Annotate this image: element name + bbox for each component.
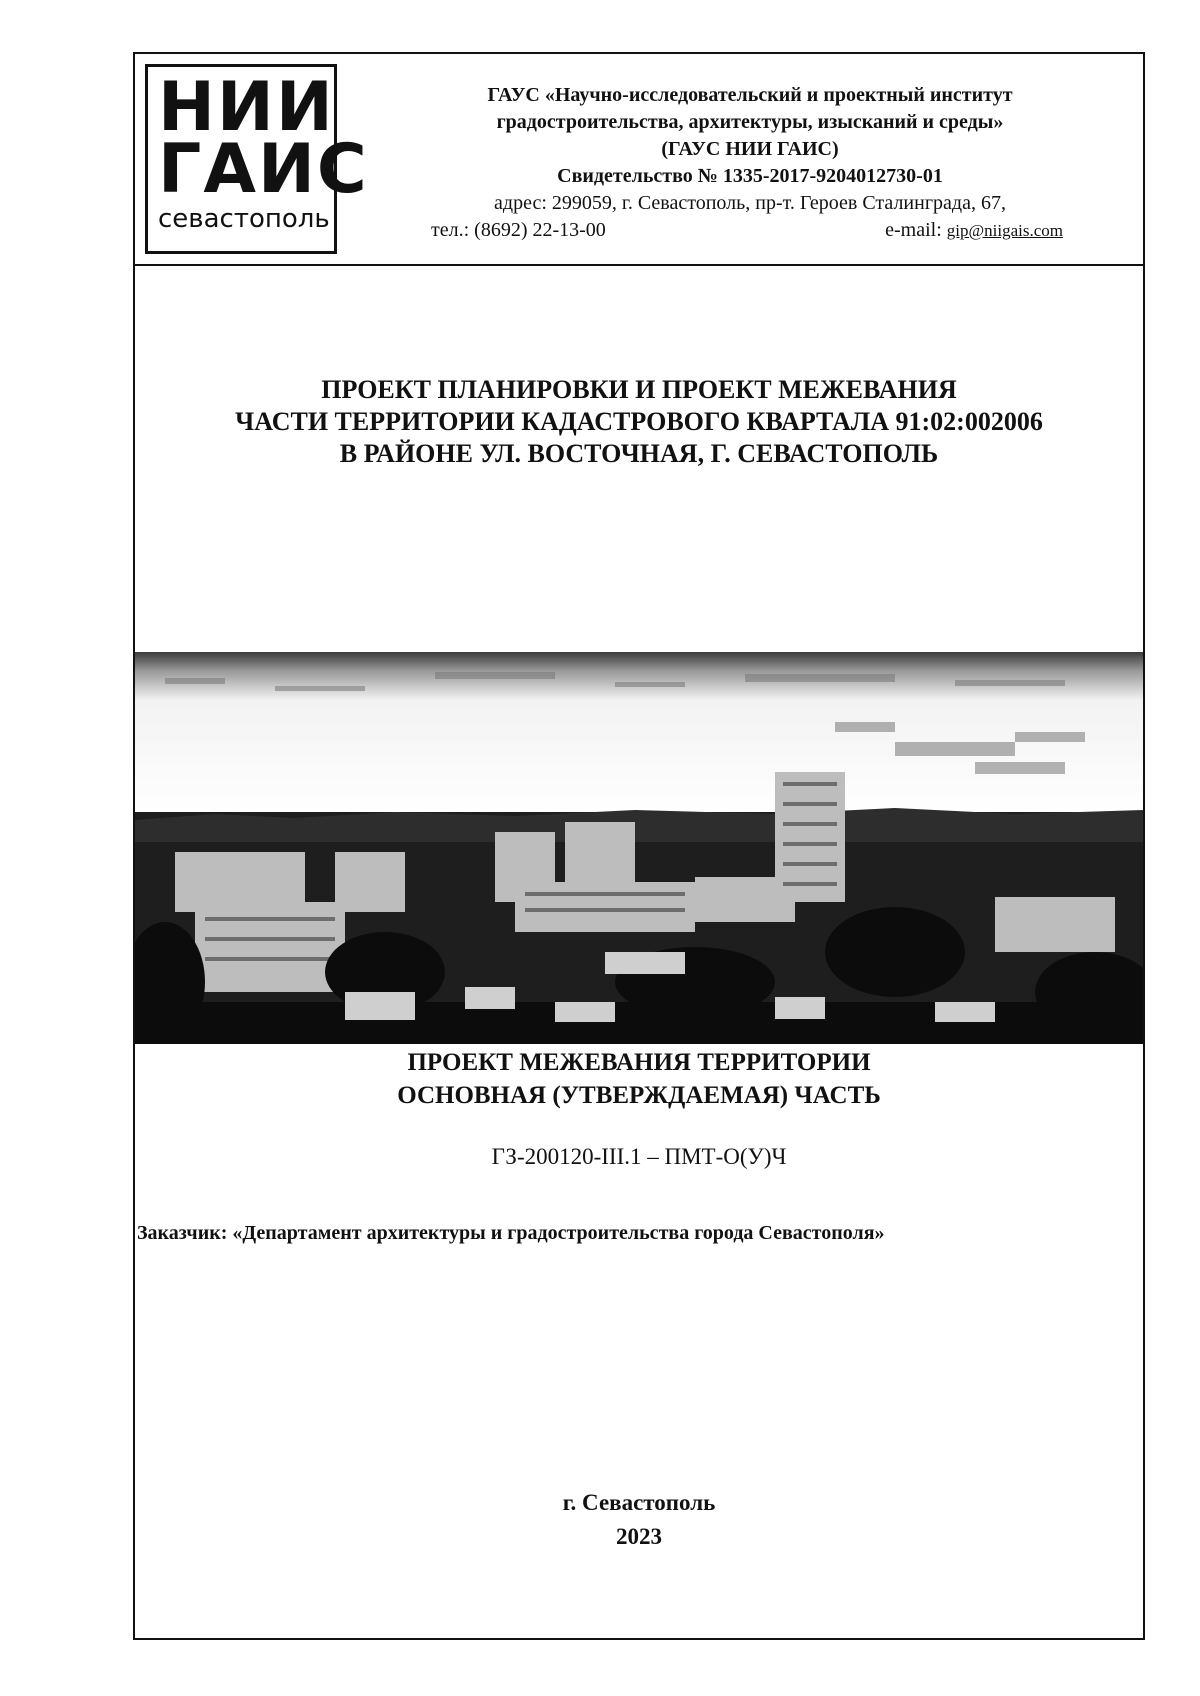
contact-row xyxy=(365,217,1135,244)
header xyxy=(135,54,1143,266)
logo-line-2: ГАИС xyxy=(158,130,369,209)
logo-line-3: севастополь xyxy=(158,204,330,234)
niigais-logo xyxy=(145,64,369,254)
institute-name-line-1: ГАУС «Научно-исследовательский и проектный институт xyxy=(487,84,1013,106)
institute-name-line-2: градостроительства, архитектуры, изысканий и среды» xyxy=(496,111,1004,133)
institute-info xyxy=(365,82,1135,244)
phone-number: тел.: (8692) 22-13-00 xyxy=(431,219,606,241)
city-panorama-image xyxy=(135,652,1143,1044)
footer-year: 2023 xyxy=(616,1524,662,1549)
document-subtitle xyxy=(135,1046,1143,1112)
logo-line-1: НИИ xyxy=(158,68,335,147)
institute-abbreviation: (ГАУС НИИ ГАИС) xyxy=(661,138,839,160)
certificate-number: Свидетельство № 1335-2017-9204012730-01 xyxy=(557,165,943,187)
city-panorama-photo xyxy=(135,652,1143,1044)
subtitle-line-1: ПРОЕКТ МЕЖЕВАНИЯ ТЕРРИТОРИИ xyxy=(407,1049,871,1076)
title-line-1: ПРОЕКТ ПЛАНИРОВКИ И ПРОЕКТ МЕЖЕВАНИЯ xyxy=(321,375,957,404)
page-frame xyxy=(133,52,1145,1640)
email-label: e-mail: xyxy=(885,219,947,241)
title-line-3: В РАЙОНЕ УЛ. ВОСТОЧНАЯ, Г. СЕВАСТОПОЛЬ xyxy=(339,439,939,468)
title-line-2: ЧАСТИ ТЕРРИТОРИИ КАДАСТРОВОГО КВАРТАЛА 91:02:002006 xyxy=(235,407,1043,436)
footer-place-year xyxy=(135,1486,1143,1554)
customer-line: Заказчик: «Департамент архитектуры и градостроительства города Севастополя» xyxy=(137,1222,885,1244)
document-code: ГЗ-200120-III.1 – ПМТ-О(У)Ч xyxy=(491,1144,787,1169)
footer-city: г. Севастополь xyxy=(562,1490,716,1515)
institute-address: адрес: 299059, г. Севастополь, пр-т. Героев Сталинграда, 67, xyxy=(494,192,1006,214)
email-link[interactable]: gip@niigais.com xyxy=(946,221,1063,240)
email xyxy=(885,217,1063,244)
subtitle-line-2: ОСНОВНАЯ (УТВЕРЖДАЕМАЯ) ЧАСТЬ xyxy=(397,1082,881,1109)
document-title xyxy=(135,374,1143,470)
